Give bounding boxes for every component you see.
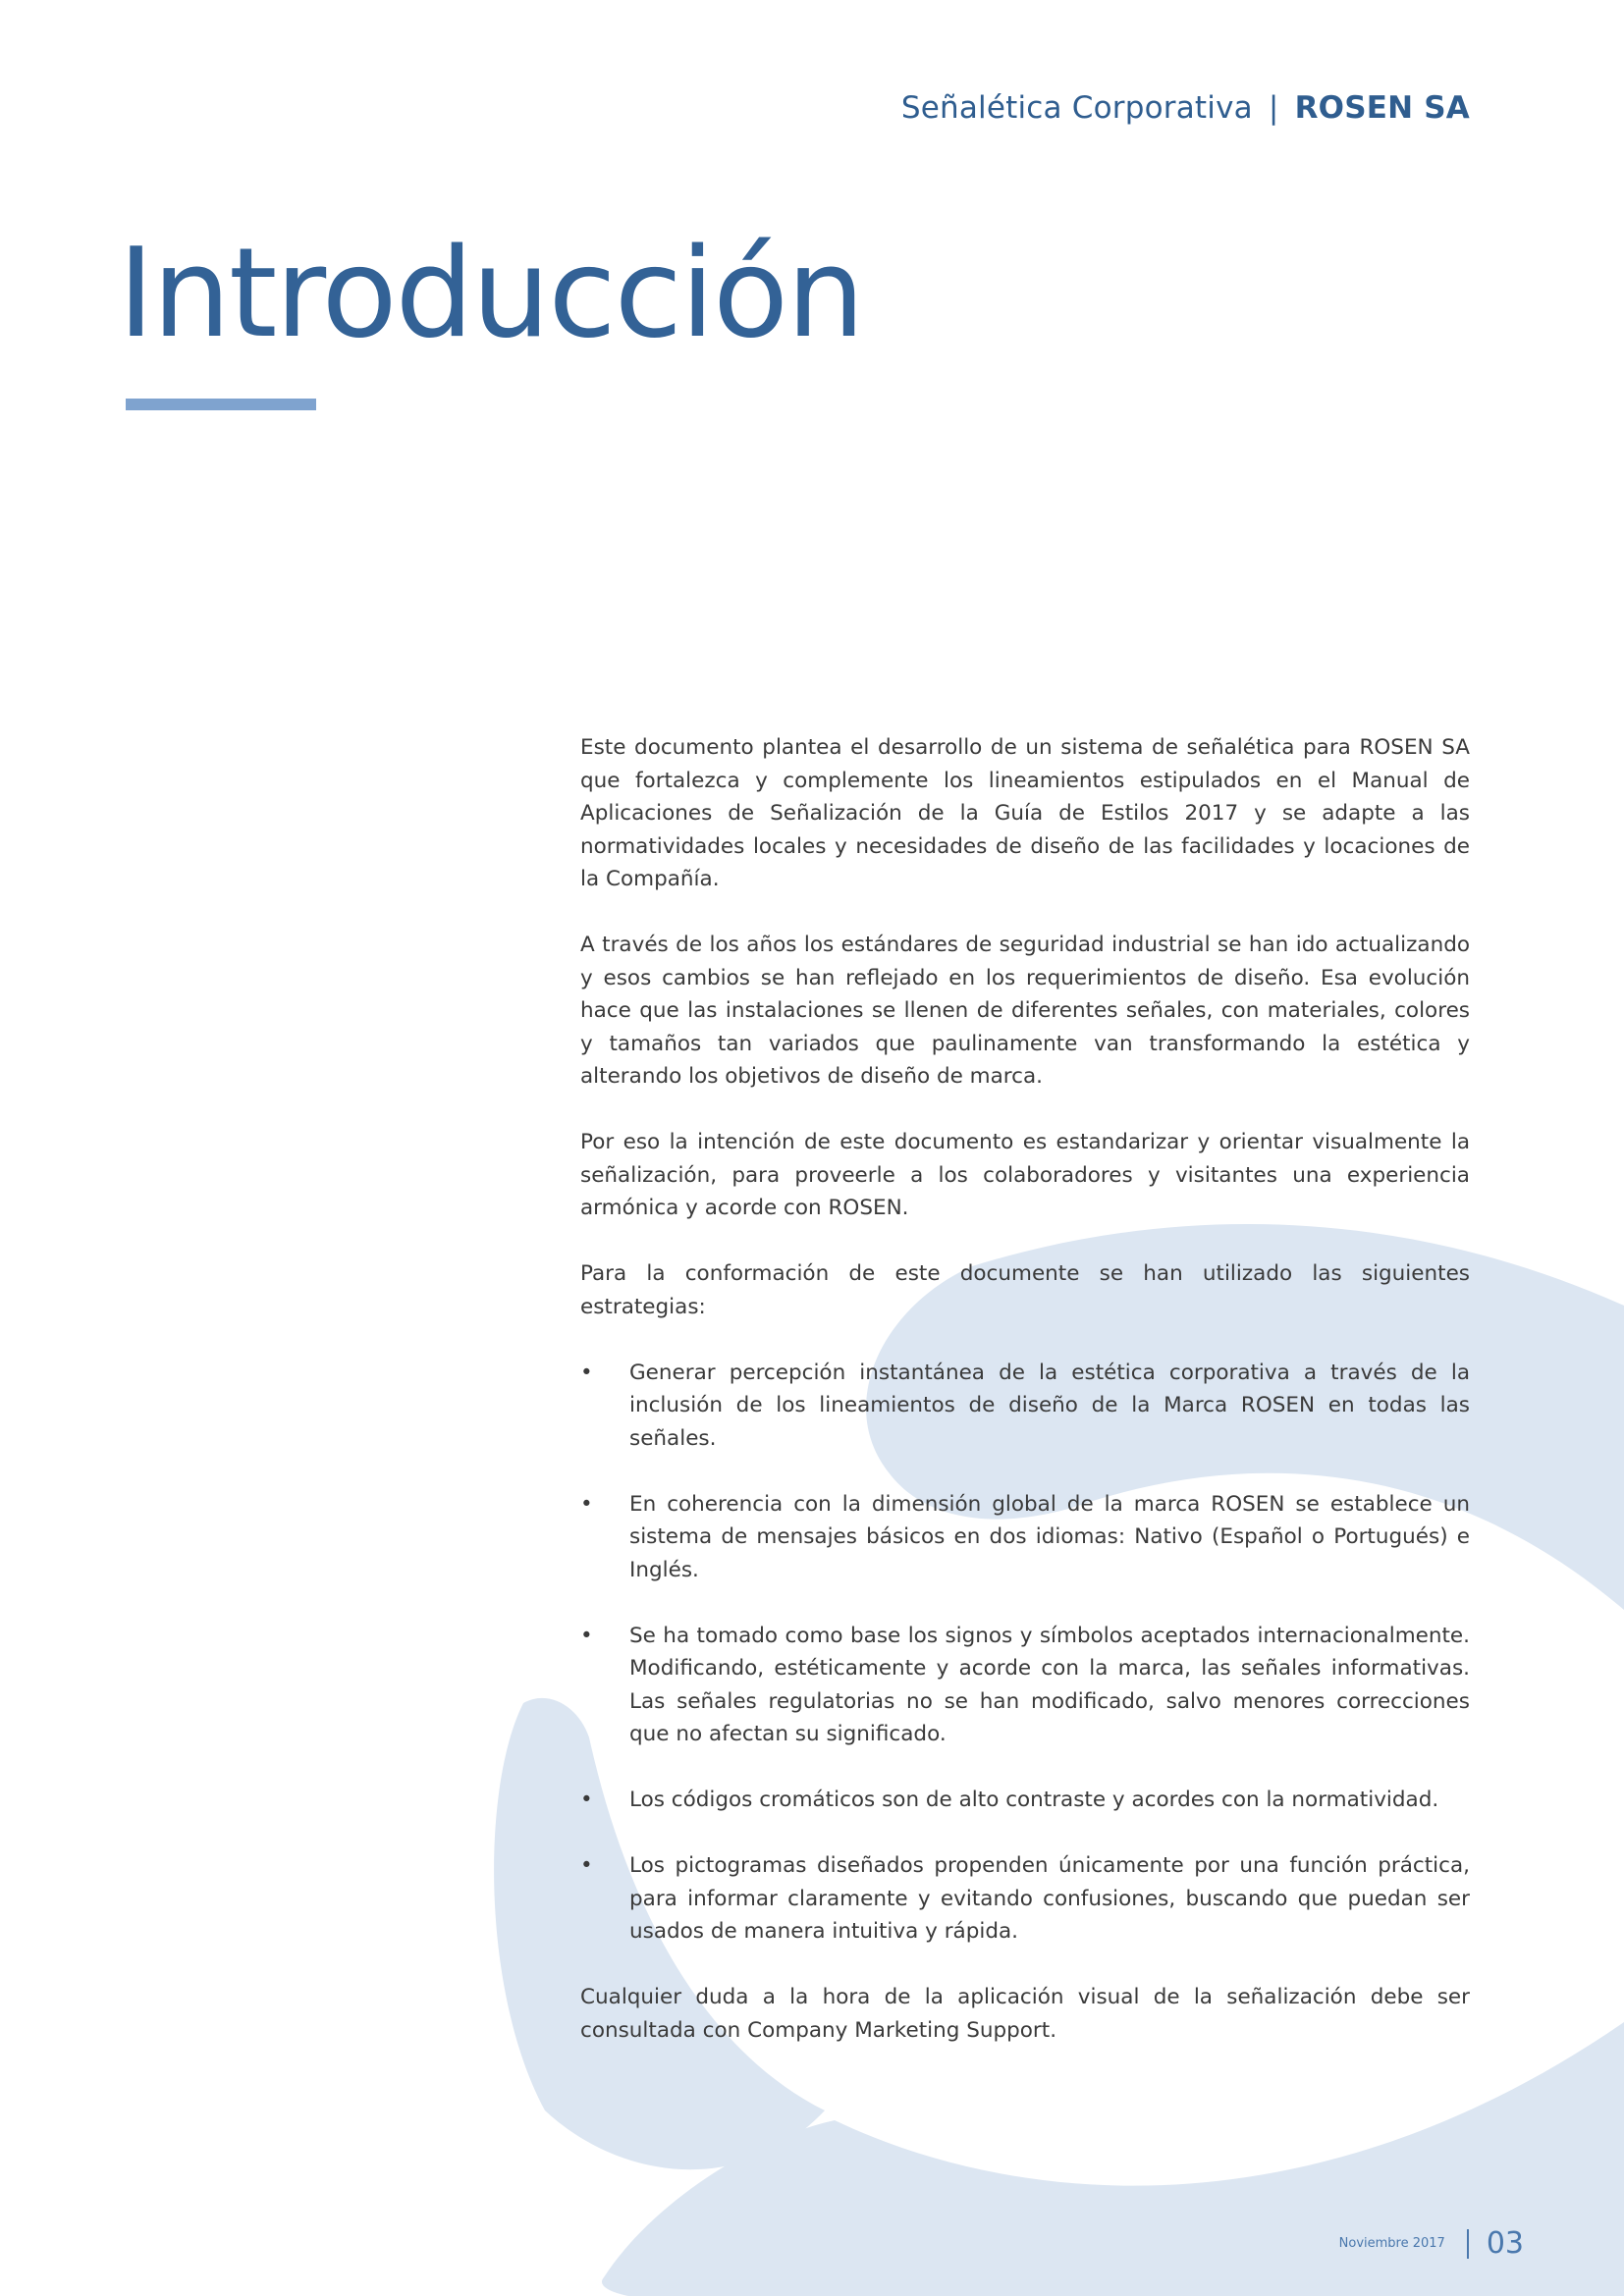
bullet-marker: • (580, 1623, 593, 1648)
paragraph-closing: Cualquier duda a la hora de la aplicación visual de la señalización debe ser consultada con Company Marketing Support. (580, 1985, 1470, 2043)
list-item (580, 1488, 1470, 1587)
list-item-text: Los códigos cromáticos son de alto contraste y acordes con la normatividad. (629, 1788, 1439, 1812)
footer-date: Noviembre 2017 (1338, 2236, 1445, 2251)
body-text (580, 731, 1470, 2080)
header-company: ROSEN SA (1294, 90, 1470, 126)
list-item (580, 1357, 1470, 1456)
list-item-text: En coherencia con la dimensión global de la marca ROSEN se establece un sistema de mensajes básicos en dos idiomas: Nativo (Español o Portugués) e Inglés. (629, 1491, 1470, 1582)
bullet-marker: • (580, 1788, 593, 1812)
header-separator: | (1268, 90, 1279, 126)
paragraph-intention: Por eso la intención de este documento es estandarizar y orientar visualmente la señalización, para proveerle a los colaboradores y visitantes una experiencia armónica y acorde con ROSEN. (580, 1130, 1470, 1220)
paragraph-intro: Este documento plantea el desarrollo de un sistema de señalética para ROSEN SA que fortalezca y complemente los lineamientos estipulados en el Manual de Aplicaciones de Señalización de la Guía de Estilos 2017 y se adapte a las normatividades locales y necesidades de diseño de las facilidades y locaciones de la Compañía. (580, 735, 1470, 891)
list-item (580, 1849, 1470, 1949)
strategies-list (580, 1357, 1470, 1949)
list-item-text: Generar percepción instantánea de la estética corporativa a través de la inclusión de los lineamientos de diseño de la Marca ROSEN en todas las señales. (629, 1360, 1470, 1451)
document-header (901, 90, 1470, 126)
list-item (580, 1784, 1470, 1817)
bullet-marker: • (580, 1491, 593, 1517)
paragraph-evolution: A través de los años los estándares de seguridad industrial se han ido actualizando y esos cambios se han reflejado en los requerimientos de diseño. Esa evolución hace que las instalaciones se llenen de diferentes señales, con materiales, colores y tamaños tan variados que paulinamente van transformando la estética y alterando los objetivos de diseño de marca. (580, 933, 1470, 1089)
list-item (580, 1620, 1470, 1751)
bullet-marker: • (580, 1360, 593, 1385)
header-title: Señalética Corporativa (900, 90, 1253, 126)
page-footer (1339, 2226, 1524, 2261)
list-item-text: Se ha tomado como base los signos y símbolos aceptados internacionalmente. Modificando, estéticamente y acorde con la marca, las señales informativas. Las señales regulatorias no se han modificado, salvo menores correcciones que no afectan su significado. (629, 1623, 1470, 1746)
list-item-text: Los pictogramas diseñados propenden únicamente por una función práctica, para informar claramente y evitando confusiones, buscando que puedan ser usados de manera intuitiva y rápida. (629, 1853, 1470, 1944)
page-number: 03 (1486, 2226, 1524, 2261)
bullet-marker: • (580, 1853, 593, 1878)
footer-divider (1467, 2229, 1469, 2259)
title-underline (126, 399, 316, 410)
paragraph-strategies-lead: Para la conformación de este documente se han utilizado las siguientes estrategias: (580, 1261, 1470, 1319)
page-title: Introducción (118, 221, 863, 365)
